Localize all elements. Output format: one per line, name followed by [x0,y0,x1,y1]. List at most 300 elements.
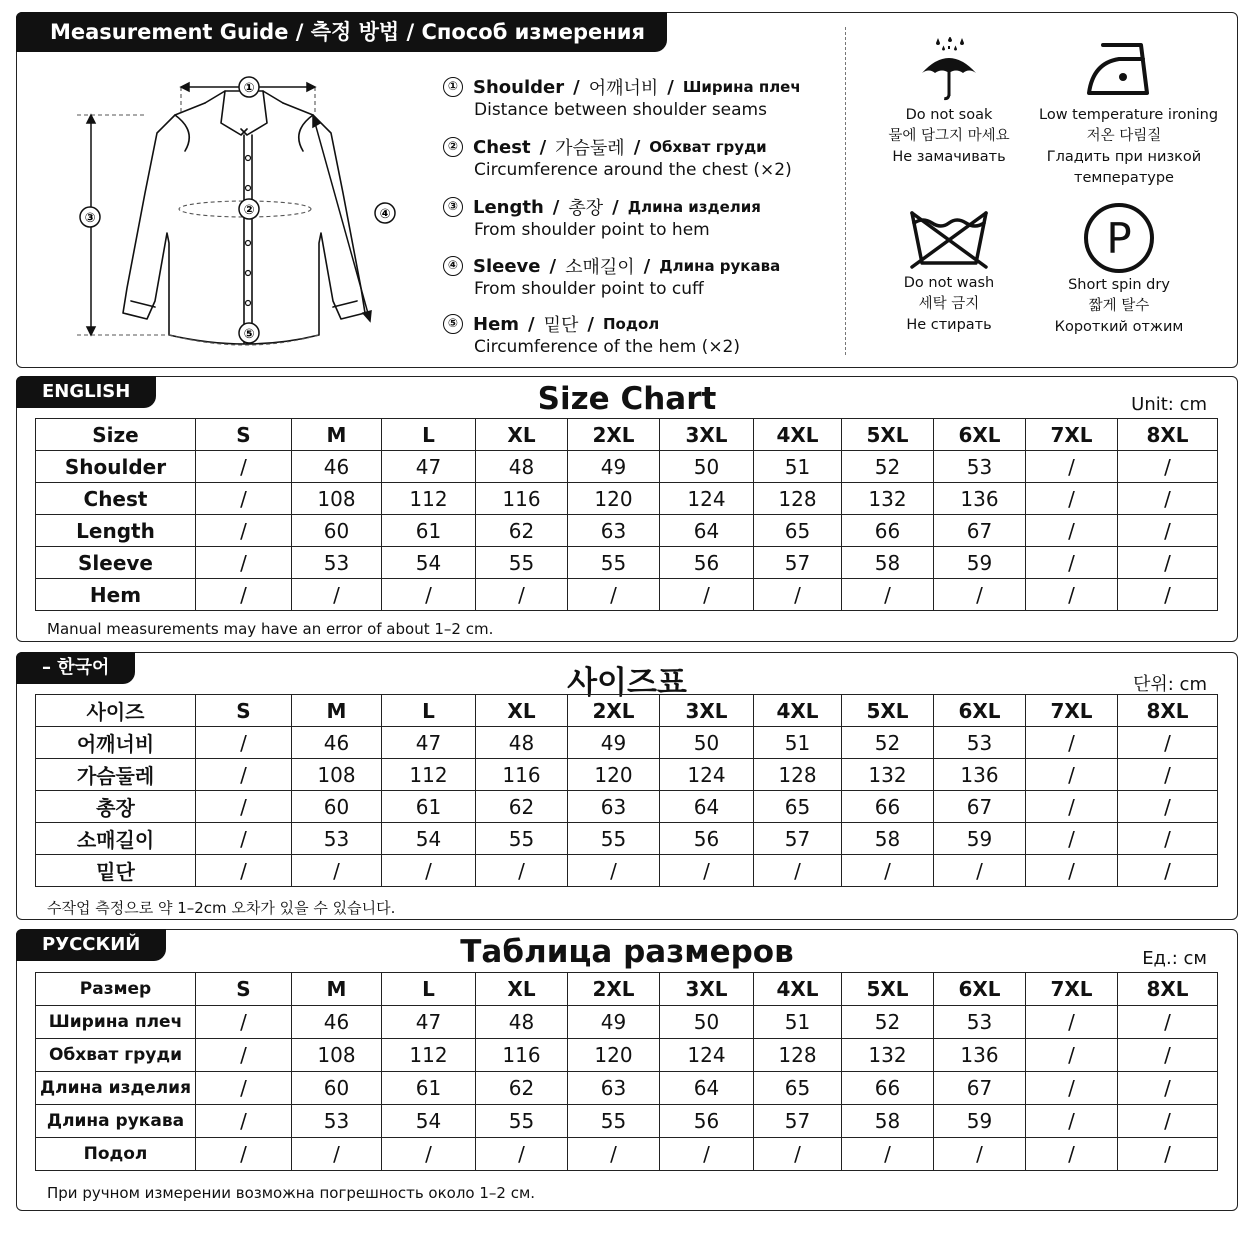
measurement-item-sleeve [443,254,833,299]
table-row [36,759,1218,791]
size-column-header: 4XL [754,973,842,1006]
separator: / [667,76,674,98]
table-header-row [36,695,1218,727]
table-cell: / [382,1138,476,1171]
table-cell: 59 [934,823,1026,855]
table-cell: 136 [934,759,1026,791]
table-cell: 48 [476,727,568,759]
table-cell: 112 [382,759,476,791]
table-cell: / [754,579,842,611]
diagram-label-4: ④ [379,207,391,222]
measurement-item-length [443,195,833,240]
measurement-name-en: Shoulder [473,76,565,98]
table-row [36,855,1218,887]
table-cell: / [1026,1072,1118,1105]
size-column-header: 3XL [660,695,754,727]
separator: / [573,76,580,98]
table-cell: / [196,1072,292,1105]
size-column-header: 4XL [754,419,842,451]
table-cell: / [1118,1039,1218,1072]
care-label-en: Do not wash [903,275,995,291]
measurement-number: ② [443,137,463,157]
row-header-cell: 총장 [36,791,196,823]
measurement-name-ko: 소매길이 [565,257,635,278]
separator: / [633,136,641,158]
care-do-not-soak [879,37,1019,168]
table-cell: 136 [934,483,1026,515]
size-chart-korean [16,652,1238,920]
measurement-number: ④ [443,256,463,276]
guide-divider [845,27,846,355]
table-cell: / [754,855,842,887]
table-cell: / [568,1138,660,1171]
size-column-header: S [196,419,292,451]
size-column-header: 5XL [842,695,934,727]
row-header-cell: Обхват груди [36,1039,196,1072]
table-row [36,451,1218,483]
table-cell: 47 [382,1006,476,1039]
table-cell: 64 [660,791,754,823]
table-cell: / [660,1138,754,1171]
table-cell: 64 [660,1072,754,1105]
table-cell: / [196,823,292,855]
table-cell: / [1026,1138,1118,1171]
size-table [35,694,1218,887]
measurement-name-ru: Ширина плеч [682,78,801,96]
measurement-description: Distance between shoulder seams [474,100,767,120]
size-chart-english [16,376,1238,642]
measurement-number: ⑤ [443,314,463,334]
separator: / [643,255,651,277]
size-column-header: XL [476,695,568,727]
table-row [36,823,1218,855]
table-row [36,1006,1218,1039]
table-cell: / [934,855,1026,887]
table-cell: 58 [842,547,934,579]
table-cell: / [196,579,292,611]
row-header-cell: 어깨너비 [36,727,196,759]
diagram-label-5: ⑤ [243,327,255,342]
separator: / [539,136,547,158]
table-cell: 53 [292,823,382,855]
table-cell: / [1026,1105,1118,1138]
size-table [35,418,1218,611]
table-cell: 66 [842,791,934,823]
size-column-header: 2XL [568,419,660,451]
table-cell: 66 [842,1072,934,1105]
table-cell: 50 [660,1006,754,1039]
table-cell: 63 [568,791,660,823]
row-header-cell: 소매길이 [36,823,196,855]
row-header-cell: Sleeve [36,547,196,579]
table-cell: / [1118,1105,1218,1138]
separator: / [612,196,619,218]
measurement-name-en: Length [473,196,544,218]
table-cell: 60 [292,515,382,547]
table-cell: / [1026,823,1118,855]
table-cell: 63 [568,515,660,547]
table-cell: 61 [382,791,476,823]
care-label-ru: Не стирать [906,317,992,333]
table-cell: / [842,1138,934,1171]
table-cell: / [196,547,292,579]
table-cell: / [1118,1138,1218,1171]
table-row [36,1072,1218,1105]
table-cell: / [1026,791,1118,823]
table-cell: / [1026,515,1118,547]
size-header-cell: Size [36,419,196,451]
table-cell: 46 [292,1006,382,1039]
table-cell: 116 [476,483,568,515]
measurement-name-en: Hem [473,313,520,335]
separator: / [552,196,560,218]
table-cell: 124 [660,483,754,515]
table-cell: 49 [568,451,660,483]
separator: / [528,313,535,335]
table-cell: 49 [568,727,660,759]
separator: / [587,313,594,335]
table-cell: / [1026,547,1118,579]
table-cell: 54 [382,547,476,579]
table-cell: 50 [660,727,754,759]
table-row [36,515,1218,547]
table-cell: / [568,855,660,887]
table-row [36,1105,1218,1138]
table-cell: 65 [754,791,842,823]
diagram-label-2: ② [243,203,255,218]
size-chart-title: Size Chart [537,381,717,417]
care-label-ru: Не замачивать [892,149,1006,165]
table-cell: 58 [842,1105,934,1138]
row-header-cell: Shoulder [36,451,196,483]
table-cell: / [382,579,476,611]
size-column-header: L [382,695,476,727]
row-header-cell: 가슴둘레 [36,759,196,791]
table-cell: / [196,483,292,515]
measurement-number: ③ [443,197,463,217]
table-cell: / [1118,451,1218,483]
care-low-temperature-ironing [1039,37,1219,189]
table-cell: 124 [660,759,754,791]
care-label-en: Short spin dry [1068,277,1170,293]
table-cell: / [1118,1072,1218,1105]
row-header-cell: Ширина плеч [36,1006,196,1039]
unit-label: Unit: cm [1131,394,1207,415]
table-cell: / [1118,855,1218,887]
table-row [36,727,1218,759]
measurement-guide-tag: Measurement Guide / 측정 방법 / Способ измерения [16,12,667,52]
table-cell: 56 [660,547,754,579]
measurement-name-ru: Подол [602,315,660,333]
size-chart-russian [16,929,1238,1211]
table-row [36,1138,1218,1171]
size-column-header: XL [476,419,568,451]
table-cell: 112 [382,483,476,515]
language-tag: ENGLISH [16,376,156,408]
table-cell: 54 [382,823,476,855]
table-cell: / [196,515,292,547]
table-cell: 53 [934,727,1026,759]
table-cell: 108 [292,483,382,515]
care-label-ko: 물에 담그지 마세요 [888,128,1010,144]
table-cell: / [1118,727,1218,759]
table-cell: / [1118,759,1218,791]
table-cell: 132 [842,759,934,791]
size-column-header: 6XL [934,973,1026,1006]
size-column-header: M [292,973,382,1006]
diagram-label-1: ① [243,81,255,96]
table-cell: 56 [660,1105,754,1138]
size-column-header: L [382,973,476,1006]
table-cell: 132 [842,1039,934,1072]
table-cell: 67 [934,1072,1026,1105]
table-cell: / [196,1006,292,1039]
table-row [36,1039,1218,1072]
care-label-ru: Гладить при низкой [1046,149,1202,165]
measurement-description: From shoulder point to cuff [474,279,704,299]
table-cell: / [568,579,660,611]
measurement-note: При ручном измерении возможна погрешность около 1–2 см. [47,1184,536,1202]
short-spin-dry-icon [1081,201,1157,275]
care-do-not-wash [879,205,1019,336]
size-column-header: 6XL [934,419,1026,451]
measurement-note: 수작업 측정으로 약 1–2cm 오차가 있을 수 있습니다. [47,899,396,917]
table-cell: 120 [568,759,660,791]
table-row [36,579,1218,611]
table-cell: 116 [476,759,568,791]
table-cell: / [1118,579,1218,611]
care-label-ru-2: температуре [1074,170,1174,186]
table-cell: / [196,791,292,823]
table-cell: 52 [842,1006,934,1039]
size-column-header: S [196,695,292,727]
size-column-header: 8XL [1118,973,1218,1006]
care-label-en: Low temperature ironing [1039,107,1219,123]
measurement-name-en: Chest [473,136,531,158]
size-column-header: 7XL [1026,973,1118,1006]
table-cell: / [1026,451,1118,483]
table-cell: 120 [568,483,660,515]
size-column-header: 3XL [660,973,754,1006]
size-column-header: 5XL [842,973,934,1006]
row-header-cell: 밑단 [36,855,196,887]
table-cell: / [196,759,292,791]
size-column-header: S [196,973,292,1006]
row-header-cell: Length [36,515,196,547]
table-cell: 56 [660,823,754,855]
table-cell: 58 [842,823,934,855]
table-cell: 46 [292,451,382,483]
table-cell: / [1118,791,1218,823]
table-cell: / [660,579,754,611]
shirt-diagram [57,63,397,363]
size-column-header: 2XL [568,695,660,727]
table-cell: / [196,1138,292,1171]
size-column-header: 3XL [660,419,754,451]
do-not-wash-icon [906,205,992,273]
iron-low-temperature-icon [1079,37,1169,105]
measurement-name-ru: Обхват груди [649,138,767,156]
measurement-name-ru: Длина изделия [627,198,761,216]
table-cell: 48 [476,451,568,483]
table-cell: 55 [568,1105,660,1138]
care-label-en: Do not soak [905,107,993,123]
table-cell: 120 [568,1039,660,1072]
row-header-cell: Подол [36,1138,196,1171]
language-tag: РУССКИЙ [16,929,166,961]
table-cell: 55 [476,1105,568,1138]
table-cell: 66 [842,515,934,547]
table-cell: 61 [382,1072,476,1105]
table-cell: 116 [476,1039,568,1072]
table-row [36,791,1218,823]
umbrella-rain-icon [914,37,984,105]
table-cell: / [196,727,292,759]
measurement-name-ru: Длина рукава [659,257,781,275]
table-cell: 128 [754,759,842,791]
table-cell: / [1026,727,1118,759]
table-cell: / [292,1138,382,1171]
size-column-header: 5XL [842,419,934,451]
care-label-ko: 짧게 탈수 [1088,298,1150,314]
table-cell: / [842,579,934,611]
table-cell: 51 [754,1006,842,1039]
care-short-spin-dry [1039,201,1199,338]
size-chart-title: 사이즈표 [567,665,687,701]
table-cell: 55 [568,547,660,579]
size-column-header: XL [476,973,568,1006]
table-cell: 61 [382,515,476,547]
measurement-description: Circumference around the chest (×2) [474,160,792,180]
table-row [36,547,1218,579]
measurement-number: ① [443,77,463,97]
table-cell: 55 [476,547,568,579]
language-tag: – 한국어 [16,652,135,684]
table-cell: / [934,579,1026,611]
table-cell: 54 [382,1105,476,1138]
table-cell: 59 [934,1105,1026,1138]
care-label-ru: Короткий отжим [1054,319,1184,335]
table-cell: / [196,855,292,887]
table-cell: 51 [754,451,842,483]
table-cell: 128 [754,1039,842,1072]
table-cell: 60 [292,1072,382,1105]
table-cell: / [1026,855,1118,887]
measurement-name-en: Sleeve [473,255,541,277]
table-cell: 53 [934,451,1026,483]
size-header-cell: 사이즈 [36,695,196,727]
care-label-ko: 세탁 금지 [918,296,980,312]
size-column-header: 2XL [568,973,660,1006]
size-column-header: 8XL [1118,419,1218,451]
table-cell: / [196,451,292,483]
table-cell: 52 [842,727,934,759]
measurement-item-hem [443,312,833,357]
table-cell: 128 [754,483,842,515]
table-cell: 132 [842,483,934,515]
table-cell: 47 [382,451,476,483]
size-chart-title: Таблица размеров [460,934,794,970]
table-cell: / [476,1138,568,1171]
table-cell: / [1118,515,1218,547]
table-cell: 48 [476,1006,568,1039]
care-label-ko: 저온 다림질 [1086,128,1162,144]
table-cell: 47 [382,727,476,759]
table-cell: 55 [476,823,568,855]
table-cell: 52 [842,451,934,483]
table-cell: 64 [660,515,754,547]
table-cell: 50 [660,451,754,483]
table-cell: 67 [934,791,1026,823]
table-cell: / [1118,483,1218,515]
table-cell: 62 [476,1072,568,1105]
unit-label: 단위: cm [1133,674,1207,695]
care-p-letter: P [1106,214,1132,263]
size-column-header: 6XL [934,695,1026,727]
table-cell: 67 [934,515,1026,547]
size-column-header: 8XL [1118,695,1218,727]
size-column-header: 7XL [1026,419,1118,451]
table-cell: / [842,855,934,887]
table-cell: 65 [754,515,842,547]
table-cell: 108 [292,759,382,791]
measurement-name-ko: 밑단 [543,315,579,336]
table-cell: / [382,855,476,887]
table-cell: 124 [660,1039,754,1072]
table-cell: 55 [568,823,660,855]
table-cell: / [196,1105,292,1138]
table-cell: 59 [934,547,1026,579]
table-cell: 62 [476,791,568,823]
table-cell: / [1026,579,1118,611]
table-cell: / [660,855,754,887]
measurement-item-chest [443,135,833,180]
table-cell: 57 [754,547,842,579]
table-cell: / [1026,759,1118,791]
size-column-header: L [382,419,476,451]
table-cell: 51 [754,727,842,759]
measurement-guide-panel [16,12,1238,368]
measurement-name-ko: 가슴둘레 [555,138,625,159]
size-column-header: M [292,419,382,451]
size-column-header: 4XL [754,695,842,727]
size-column-header: M [292,695,382,727]
measurement-item-shoulder [443,75,833,120]
table-cell: / [1026,1006,1118,1039]
table-cell: / [754,1138,842,1171]
table-header-row [36,419,1218,451]
table-cell: 108 [292,1039,382,1072]
table-cell: 57 [754,1105,842,1138]
row-header-cell: Chest [36,483,196,515]
table-cell: 53 [934,1006,1026,1039]
row-header-cell: Hem [36,579,196,611]
measurement-name-ko: 어깨너비 [588,78,659,99]
measurement-description: Circumference of the hem (×2) [474,337,741,357]
unit-label: Ед.: см [1142,948,1207,969]
size-column-header: 7XL [1026,695,1118,727]
table-cell: 62 [476,515,568,547]
table-cell: / [1118,1006,1218,1039]
table-cell: 60 [292,791,382,823]
measurement-note: Manual measurements may have an error of about 1–2 cm. [47,620,494,638]
separator: / [549,255,557,277]
table-cell: / [292,579,382,611]
size-header-cell: Размер [36,973,196,1006]
table-cell: 65 [754,1072,842,1105]
table-cell: 53 [292,547,382,579]
measurement-description: From shoulder point to hem [474,220,710,240]
